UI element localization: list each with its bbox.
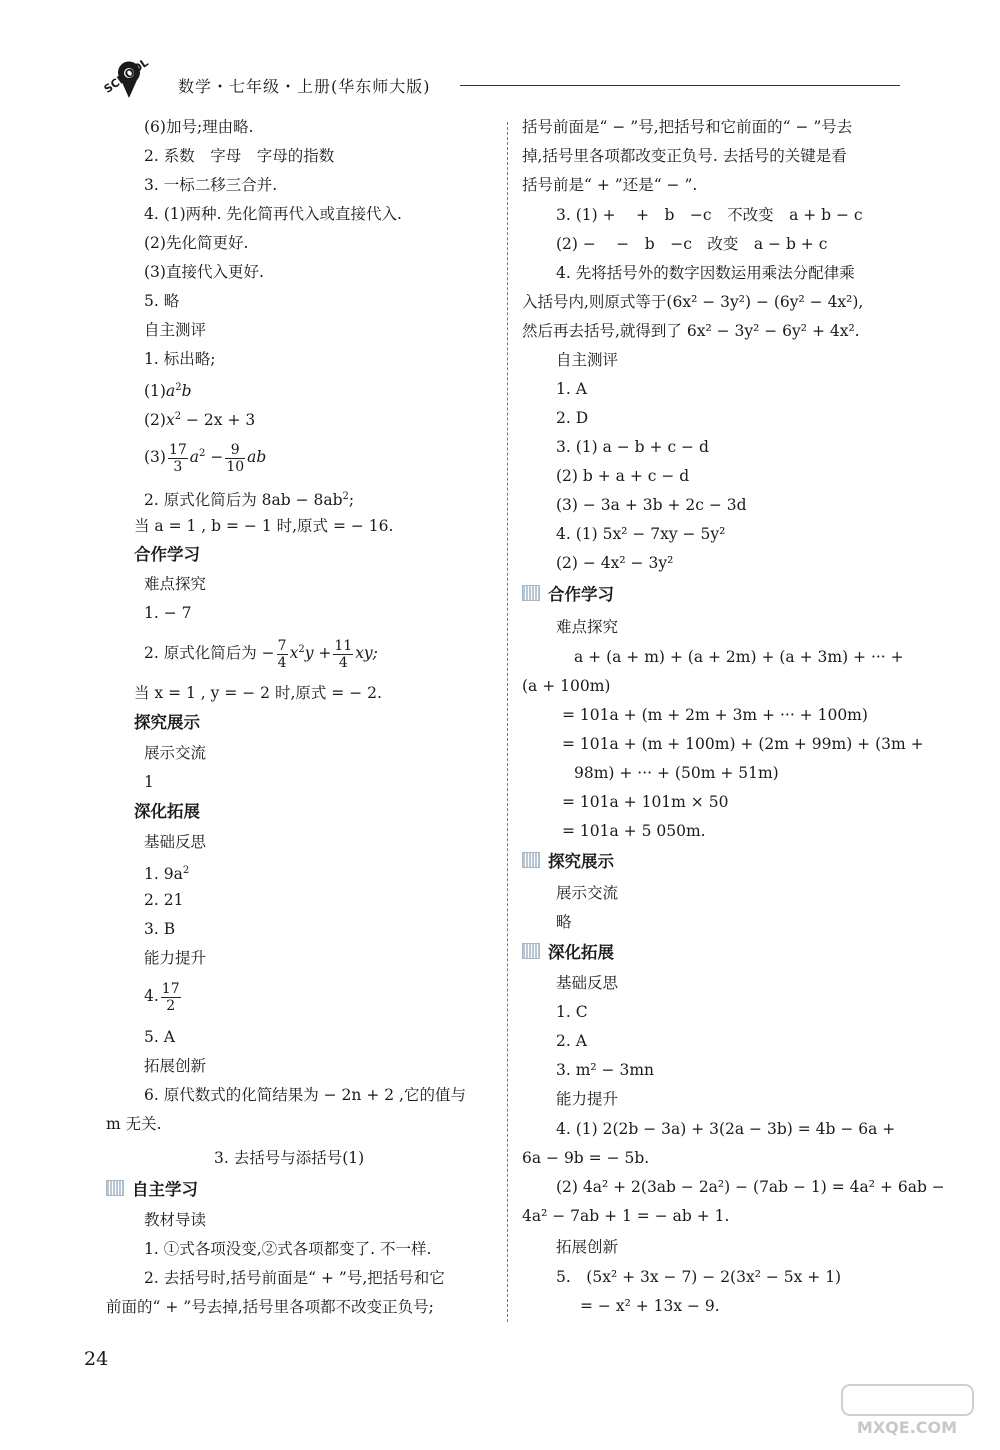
subheading: 拓展创新 [556,1238,619,1256]
answer-line: 1 [144,773,154,791]
subheading: 自主测评 [144,321,207,339]
section-heading: 自主学习 [106,1179,198,1201]
answer-line: 6a − 9b = − 5b. [522,1149,650,1167]
math-line: a + (a + m) + (a + 2m) + (a + 3m) + ··· + [574,648,904,666]
math-line: 98m) + ··· + (50m + 51m) [574,764,779,782]
math-line: = − x² + 13x − 9. [580,1297,720,1315]
answer-line: 1. C [556,1003,588,1021]
subheading: 基础反思 [144,833,207,851]
answer-line: (3)直接代入更好. [144,263,264,281]
fraction: $\frac{11}{4}$ [334,637,353,671]
answer-line: 括号前面是“ − ”号,把括号和它前面的“ − ”号去 [522,118,853,136]
answer-line: 6. 原代数式的化简结果为 − 2n + 2 ,它的值与 [144,1086,466,1104]
answer-line: 2. 原式化简后为 $8ab - 8ab^2$; [144,491,355,510]
answer-line: 1. − 7 [144,604,192,622]
section-icon [522,943,540,959]
answer-line: 4. (1) 2(2b − 3a) + 3(2a − 3b) = 4b − 6a + [556,1120,896,1138]
answer-line: 4. (1) 5x² − 7xy − 5y² [556,525,726,543]
subheading: 拓展创新 [144,1057,207,1075]
section-heading: 深化拓展 [134,802,200,821]
fraction-line: 2. 原式化简后为 − $\frac{7}{4}$ $x^2y$ + $\frac{11}{4}$ xy; [144,637,378,671]
answer-line: (2) − 4x² − 3y² [556,554,674,572]
answer-line: 1. 标出略; [144,350,216,368]
answer-line: (2)先化简更好. [144,234,249,252]
answer-line: 4. 先将括号外的数字因数运用乘法分配律乘 [556,264,855,282]
section-heading: 合作学习 [134,545,200,564]
math-line: = 101a + 101m × 50 [562,793,729,811]
header-rule [460,85,900,86]
answer-line: 掉,括号里各项都改变正负号. 去括号的关键是看 [522,147,847,165]
subheading: 自主测评 [556,351,619,369]
answer-line: 1. A [556,380,587,398]
fraction-line: (3) $\frac{17}{3}$ $a^2$ − $\frac{9}{10}$ ab [144,441,267,475]
answer-line: 1. ①式各项没变,②式各项都变了. 不一样. [144,1240,432,1258]
answer-line: (2) − − b −c 改变 a − b + c [556,235,828,253]
header-title: 数学・七年级・上册(华东师大版) [178,77,431,96]
answer-line: $(2)x^2 - 2x + 3$ [144,411,256,430]
subheading: 基础反思 [556,974,619,992]
section-title: 3. 去括号与添括号(1) [214,1149,365,1167]
fraction: $\frac{7}{4}$ [277,637,287,671]
subheading: 展示交流 [556,884,619,902]
subheading: 难点探究 [556,618,619,636]
math-line: 5. (5x² + 3x − 7) − 2(3x² − 5x + 1) [556,1268,842,1286]
answer-line: 略 [556,913,572,931]
answer-line: 5. A [144,1028,175,1046]
answer-line: 4a² − 7ab + 1 = − ab + 1. [522,1207,730,1225]
answer-line: 3. m² − 3mn [556,1061,655,1079]
answer-line: 3. 一标二移三合并. [144,176,278,194]
math-line: = 101a + 5 050m. [562,822,706,840]
page-header [95,50,915,110]
math-line: (a + 100m) [522,677,611,695]
fraction-line: 4. $\frac{17}{2}$ [144,980,180,1014]
answer-line: 括号前是“ + ”还是“ − ”. [522,176,698,194]
school-logo-icon [95,50,165,110]
answer-line: 2. 去括号时,括号前面是“ + ”号,把括号和它 [144,1269,445,1287]
answer-line: 3. (1) a − b + c − d [556,438,709,456]
fraction: $\frac{9}{10}$ [226,441,245,475]
answer-line: 前面的“ + ”号去掉,括号里各项都不改变正负号; [106,1298,434,1316]
section-icon [522,585,540,601]
section-icon [106,1180,124,1196]
answer-line: (6)加号;理由略. [144,118,254,136]
answer-line: m 无关. [106,1115,162,1133]
math-line: = 101a + (m + 2m + 3m + ··· + 100m) [562,706,868,724]
answer-line: 3. (1) + + b −c 不改变 a + b − c [556,206,863,224]
answer-line: 5. 略 [144,292,180,310]
subheading: 展示交流 [144,744,207,762]
answer-line: 然后再去括号,就得到了 6x² − 3y² − 6y² + 4x². [522,322,860,340]
section-heading: 合作学习 [522,584,614,606]
answer-line: 入括号内,则原式等于(6x² − 3y²) − (6y² − 4x²), [522,293,864,311]
section-heading: 探究展示 [522,851,614,873]
answer-line: $(1)a^2b$ [144,382,192,401]
fraction: $\frac{17}{2}$ [161,980,180,1014]
answer-line: 2. A [556,1032,587,1050]
subheading: 教材导读 [144,1211,207,1229]
fraction: $\frac{17}{3}$ [168,441,187,475]
page-number: 24 [84,1348,109,1370]
math-line: = 101a + (m + 100m) + (2m + 99m) + (3m + [562,735,924,753]
watermark-logo-icon [840,1383,975,1438]
subheading: 能力提升 [556,1090,619,1108]
section-heading: 深化拓展 [522,942,614,964]
column-divider [507,122,508,1322]
section-heading: 探究展示 [134,713,200,732]
subheading: 能力提升 [144,949,207,967]
section-icon [522,852,540,868]
answer-line: 当 a = 1 , b = − 1 时,原式 = − 16. [134,517,394,535]
answer-line: 2. 系数 字母 字母的指数 [144,147,335,165]
answer-line: 当 x = 1 , y = − 2 时,原式 = − 2. [134,684,382,702]
answer-line: 3. B [144,920,176,938]
answer-line: 1. $9a^2$ [144,865,190,884]
logo-text: SCHOOL [101,56,151,96]
watermark-text: MXQE.COM [856,1418,958,1437]
answer-line: 2. 21 [144,891,184,909]
answer-line: (2) b + a + c − d [556,467,690,485]
subheading: 难点探究 [144,575,207,593]
answer-line: (2) 4a² + 2(3ab − 2a²) − (7ab − 1) = 4a² + 6ab − [556,1178,945,1196]
answer-line: (3) − 3a + 3b + 2c − 3d [556,496,747,514]
answer-line: 2. D [556,409,589,427]
answer-line: 4. (1)两种. 先化简再代入或直接代入. [144,205,402,223]
